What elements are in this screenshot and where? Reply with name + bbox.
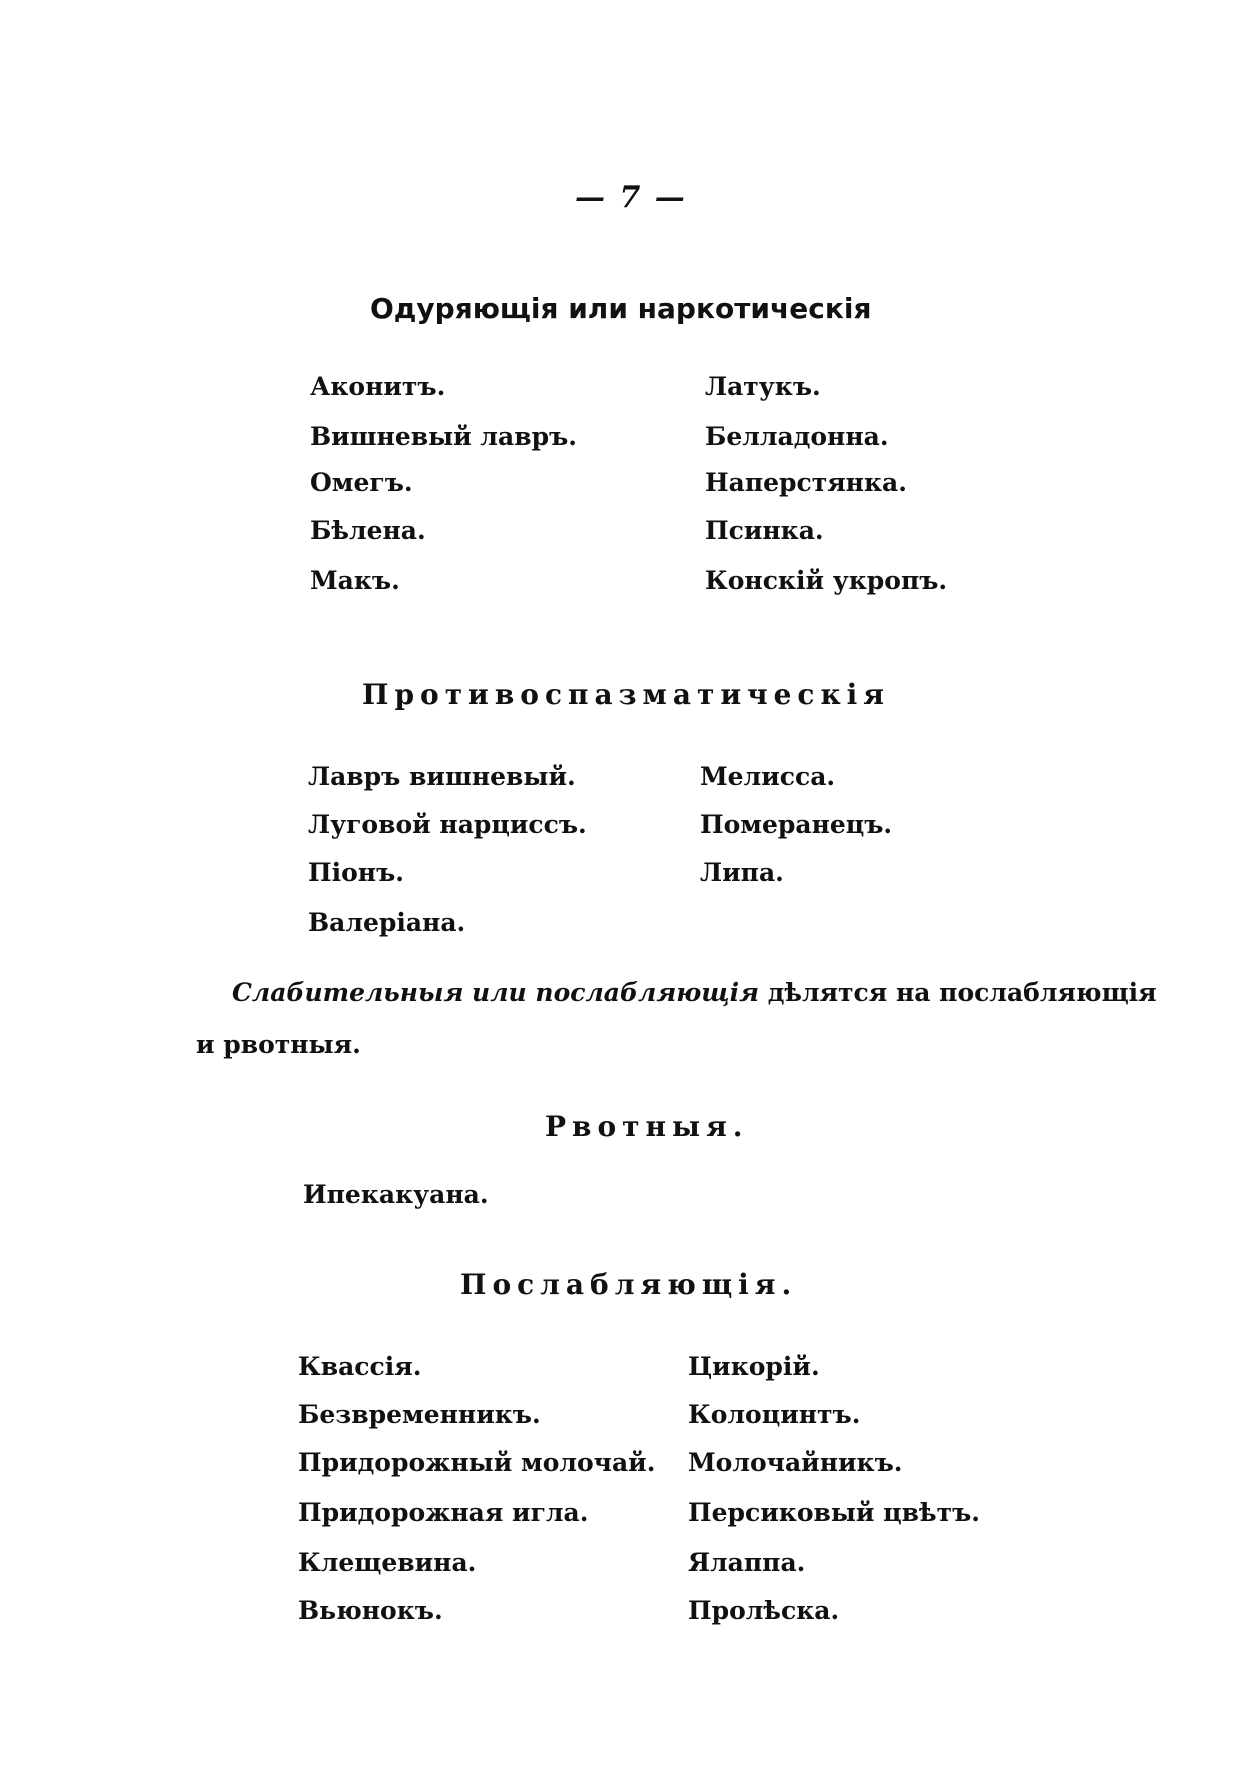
- entry-purgative-left-3: Придорожный молочай.: [298, 1448, 656, 1477]
- entry-narcotic-right-2: Белладонна.: [705, 422, 889, 451]
- entry-antispasmodic-left-3: Піонъ.: [308, 858, 404, 887]
- entry-purgative-left-5: Клещевина.: [298, 1548, 477, 1577]
- laxative-intro-line-1: [232, 978, 1157, 1007]
- page-number: — 7 —: [575, 180, 687, 215]
- laxative-intro-italic: Слабительныя или послабляющія: [232, 978, 760, 1007]
- entry-purgative-right-3: Молочайникъ.: [688, 1448, 903, 1477]
- entry-purgative-left-6: Вьюнокъ.: [298, 1596, 443, 1625]
- laxative-intro-line-2: и рвотныя.: [196, 1030, 361, 1059]
- entry-narcotic-right-1: Латукъ.: [705, 372, 821, 401]
- entry-purgative-right-2: Колоцинтъ.: [688, 1400, 861, 1429]
- heading-purgative: Послабляющія.: [460, 1268, 798, 1301]
- entry-antispasmodic-left-1: Лавръ вишневый.: [308, 762, 576, 791]
- entry-antispasmodic-right-2: Померанецъ.: [700, 810, 893, 839]
- entry-narcotic-right-5: Конскій укропъ.: [705, 566, 948, 595]
- laxative-intro-rest: дѣлятся на послабляющія: [759, 978, 1157, 1007]
- entry-emetic-left-1: Ипекакуана.: [303, 1180, 489, 1209]
- entry-narcotic-left-2: Вишневый лавръ.: [310, 422, 577, 451]
- heading-antispasmodic: Противоспазматическія: [362, 678, 890, 711]
- entry-purgative-left-1: Квассія.: [298, 1352, 422, 1381]
- heading-emetic: Рвотныя.: [545, 1110, 749, 1143]
- entry-narcotic-left-4: Бѣлена.: [310, 516, 426, 545]
- entry-narcotic-left-5: Макъ.: [310, 566, 400, 595]
- entry-antispasmodic-right-3: Липа.: [700, 858, 784, 887]
- entry-narcotic-right-4: Псинка.: [705, 516, 824, 545]
- entry-narcotic-left-3: Омегъ.: [310, 468, 413, 497]
- entry-antispasmodic-right-1: Мелисса.: [700, 762, 836, 791]
- entry-antispasmodic-left-4: Валеріана.: [308, 908, 466, 937]
- entry-narcotic-left-1: Аконитъ.: [310, 372, 446, 401]
- entry-narcotic-right-3: Наперстянка.: [705, 468, 907, 497]
- entry-purgative-left-2: Безвременникъ.: [298, 1400, 541, 1429]
- heading-narcotic: Одуряющія или наркотическія: [370, 292, 872, 325]
- entry-purgative-right-6: Пролѣска.: [688, 1596, 840, 1625]
- entry-purgative-left-4: Придорожная игла.: [298, 1498, 589, 1527]
- entry-purgative-right-5: Ялаппа.: [688, 1548, 806, 1577]
- entry-antispasmodic-left-2: Луговой нарциссъ.: [308, 810, 587, 839]
- entry-purgative-right-1: Цикорій.: [688, 1352, 820, 1381]
- entry-purgative-right-4: Персиковый цвѣтъ.: [688, 1498, 980, 1527]
